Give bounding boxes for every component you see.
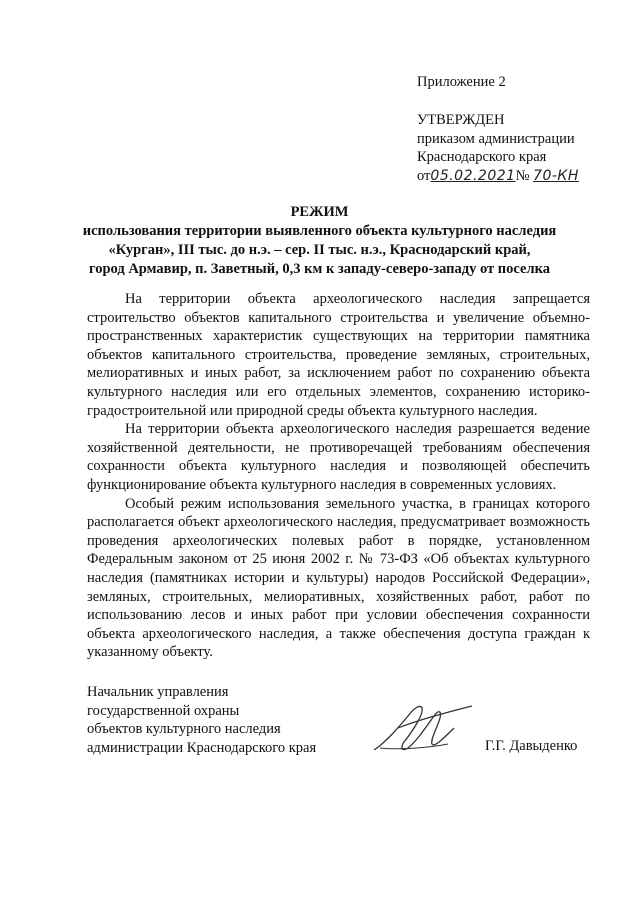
title-line-2: «Курган», III тыс. до н.э. – сер. II тыс. н.э., Краснодарский край, <box>108 242 531 258</box>
document-title <box>60 203 579 279</box>
title-heading: РЕЖИМ <box>290 204 349 220</box>
signer-line-3: объектов культурного наследия <box>87 721 281 737</box>
approved-by-line-1: приказом администрации <box>417 130 575 147</box>
handwritten-date: 05.02.2021 <box>430 167 516 184</box>
signer-name: Г.Г. Давыденко <box>485 738 578 754</box>
signer-line-2: государственной охраны <box>87 702 240 719</box>
date-number-line <box>417 167 579 186</box>
paragraph-2: На территории объекта археологического наследия разрешается ведение хозяйственной деятельности, не противоречащей требованиям обеспечения сохранности объекта культурного наследия и позволяющей обеспечить функционирование объекта культурного наследия в современных условиях. <box>87 421 590 493</box>
approval-block <box>417 111 579 185</box>
signer-line-1: Начальник управления <box>87 684 229 700</box>
handwritten-number: 70-КН <box>533 167 579 184</box>
document-body <box>87 290 590 662</box>
approved-heading: УТВЕРЖДЕН <box>417 112 505 128</box>
signer-position <box>87 683 316 757</box>
signer-line-4: администрации Краснодарского края <box>87 739 317 756</box>
approved-by-line-2: Краснодарского края <box>417 149 547 165</box>
number-prefix: № <box>515 167 530 184</box>
appendix-label: Приложение 2 <box>417 74 506 90</box>
paragraph-1: На территории объекта археологического наследия запрещается строительство объектов капитального строительства и увеличение объемно-пространственных характеристик существующих на территории памятника объектов капитального строительства, проведение земляных, строительных, мелиоративных и иных работ, за исключением работ по сохранению объекта культурного наследия или его отдельных элементов, сохранению историко-градостроительной или природной среды объекта культурного наследия. <box>87 291 590 419</box>
title-line-3: город Армавир, п. Заветный, 0,3 км к западу-северо-западу от поселка <box>89 261 550 277</box>
handwritten-signature <box>368 698 478 765</box>
paragraph-3: Особый режим использования земельного участка, в границах которого располагается объект археологического наследия, предусматривает возможность проведения археологических полевых работ в порядке, установленном Федеральным законом от 25 июня 2002 г. № 73-ФЗ «Об объектах культурного наследия (памятниках истории и культуры) народов Российской Федерации», земляных, строительных, мелиоративных, хозяйственных работ, работ по использованию лесов и иных работ при условии обеспечения сохранности объекта археологического наследия, а также обеспечения доступа граждан к указанному объекту. <box>87 495 590 661</box>
date-prefix: от <box>417 167 431 184</box>
title-line-1: использования территории выявленного объекта культурного наследия <box>82 223 557 239</box>
